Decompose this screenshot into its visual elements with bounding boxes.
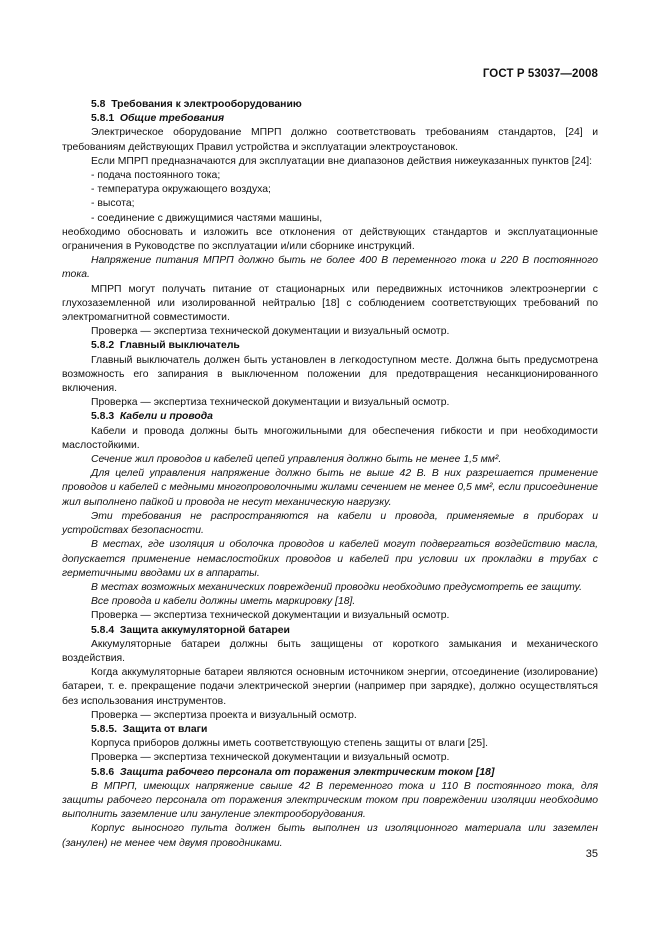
section-heading [62,410,598,424]
italic-paragraph: В МПРП, имеющих напряжение свыше 42 В переменного тока и 110 В постоянного тока, для защиты рабочего персонала от поражения электрическим током при повреждении изоляции необходимо выполнить заземление или зануление электрооборудования. [62,780,598,821]
italic-paragraph: Для целей управления напряжение должно быть не выше 42 В. В них разрешается применение проводов и кабелей с медными многопроволочными жилами сечением не менее 0,5 мм², если присоединение жил выполнено пайкой и провода не несут механическую нагрузку. [62,468,598,508]
paragraph: Корпуса приборов должны иметь соответствующую степень защиты от влаги [25]. [91,738,488,750]
section-number: 5.8.4 [91,624,115,636]
italic-paragraph: Сечение жил проводов и кабелей цепей управления должно быть не менее 1,5 мм². [91,454,502,466]
section-title: Защита от влаги [122,723,208,735]
italic-paragraph: Корпус выносного пульта должен быть выполнен из изоляционного материала или заземлен (занулен) не менее чем двумя проводниками. [62,823,598,849]
section-number: 5.8.3 [91,411,115,423]
list-item: - высота; [91,198,135,210]
section-number: 5.8.2 [91,340,115,352]
section-heading [62,723,598,737]
section-number: 5.8.5. [91,723,117,735]
paragraph: Кабели и провода должны быть многожильными для обеспечения гибкости и при необходимости маслостойкими. [62,425,598,451]
section-number: 5.8.6 [91,766,115,778]
paragraph: Главный выключатель должен быть установлен в легкодоступном месте. Должна быть предусмотрена возможность его запирания в выключенном положении для предотвращения несанкционированного включения. [62,354,598,395]
list-item: - температура окружающего воздуха; [91,184,271,196]
italic-paragraph: В местах возможных механических повреждений проводки необходимо предусмотреть ее защиту. [91,581,582,593]
paragraph: Когда аккумуляторные батареи являются основным источником энергии, отсоединение (изолирование) батареи, т. е. прекращение подачи электрической энергии (например при зарядке), должно осуществляться без использования инструментов. [62,667,598,707]
section-title: Защита аккумуляторной батареи [119,624,290,636]
section-title: Требования к электрооборудованию [111,99,302,110]
paragraph: Проверка — экспертиза проекта и визуальный осмотр. [91,709,357,721]
italic-paragraph: Все провода и кабели должны иметь маркировку [18]. [91,596,356,608]
italic-paragraph: Напряжение питания МПРП должно быть не более 400 В переменного тока и 220 В постоянного тока. [62,255,598,281]
section-heading [62,98,598,112]
section-title: Кабели и провода [119,411,213,423]
paragraph: Проверка — экспертиза технической документации и визуальный осмотр. [91,752,450,764]
paragraph: Аккумуляторные батареи должны быть защищены от короткого замыкания и механического воздействия. [62,638,598,664]
section-number: 5.8.1 [91,113,115,125]
section-heading [62,112,598,126]
paragraph: Проверка — экспертиза технической документации и визуальный осмотр. [91,326,450,338]
paragraph: МПРП могут получать питание от стационарных или передвижных источников электроэнергии с глухозаземленной или изолированной нейтралью [18] с соблюдением соответствующих требований по электромагнитной совместимости. [62,283,598,324]
section-title: Общие требования [119,113,225,125]
section-title: Защита рабочего персонала от поражения электрическим током [18] [119,766,495,778]
paragraph: Если МПРП предназначаются для эксплуатации вне диапазонов действия нижеуказанных пунктов [24]: [91,155,593,167]
section-heading [62,766,598,780]
section-title: Главный выключатель [119,340,240,352]
list-item: - подача постоянного тока; [91,170,221,182]
section-number: 5.8 [91,99,106,110]
paragraph: Проверка — экспертиза технической документации и визуальный осмотр. [91,397,450,409]
paragraph-continuation: необходимо обосновать и изложить все отклонения от действующих стандартов и эксплуатационные ограничения в Руководстве по эксплуатации и/или сборнике инструкций. [62,226,598,253]
italic-paragraph: В местах, где изоляция и оболочка проводов и кабелей могут подвергаться воздействию масла, допускается применение немаслостойких проводов и кабелей при условии их прокладки в трубах с герметичными вводами их в аппараты. [62,539,598,579]
document-body [62,98,598,851]
standard-header: ГОСТ Р 53037—2008 [482,68,598,80]
section-heading [62,624,598,638]
paragraph: Электрическое оборудование МПРП должно соответствовать требованиям стандартов, [24] и требованиям действующих Правил устройства и эксплуатации электроустановок. [62,127,598,153]
paragraph: Проверка — экспертиза технической документации и визуальный осмотр. [91,610,450,622]
list-item: - соединение с движущимися частями машины, [91,212,323,224]
section-heading [62,339,598,353]
page-number: 35 [585,848,598,860]
italic-paragraph: Эти требования не распространяются на кабели и провода, применяемые в приборах и устройствах безопасности. [62,510,598,537]
